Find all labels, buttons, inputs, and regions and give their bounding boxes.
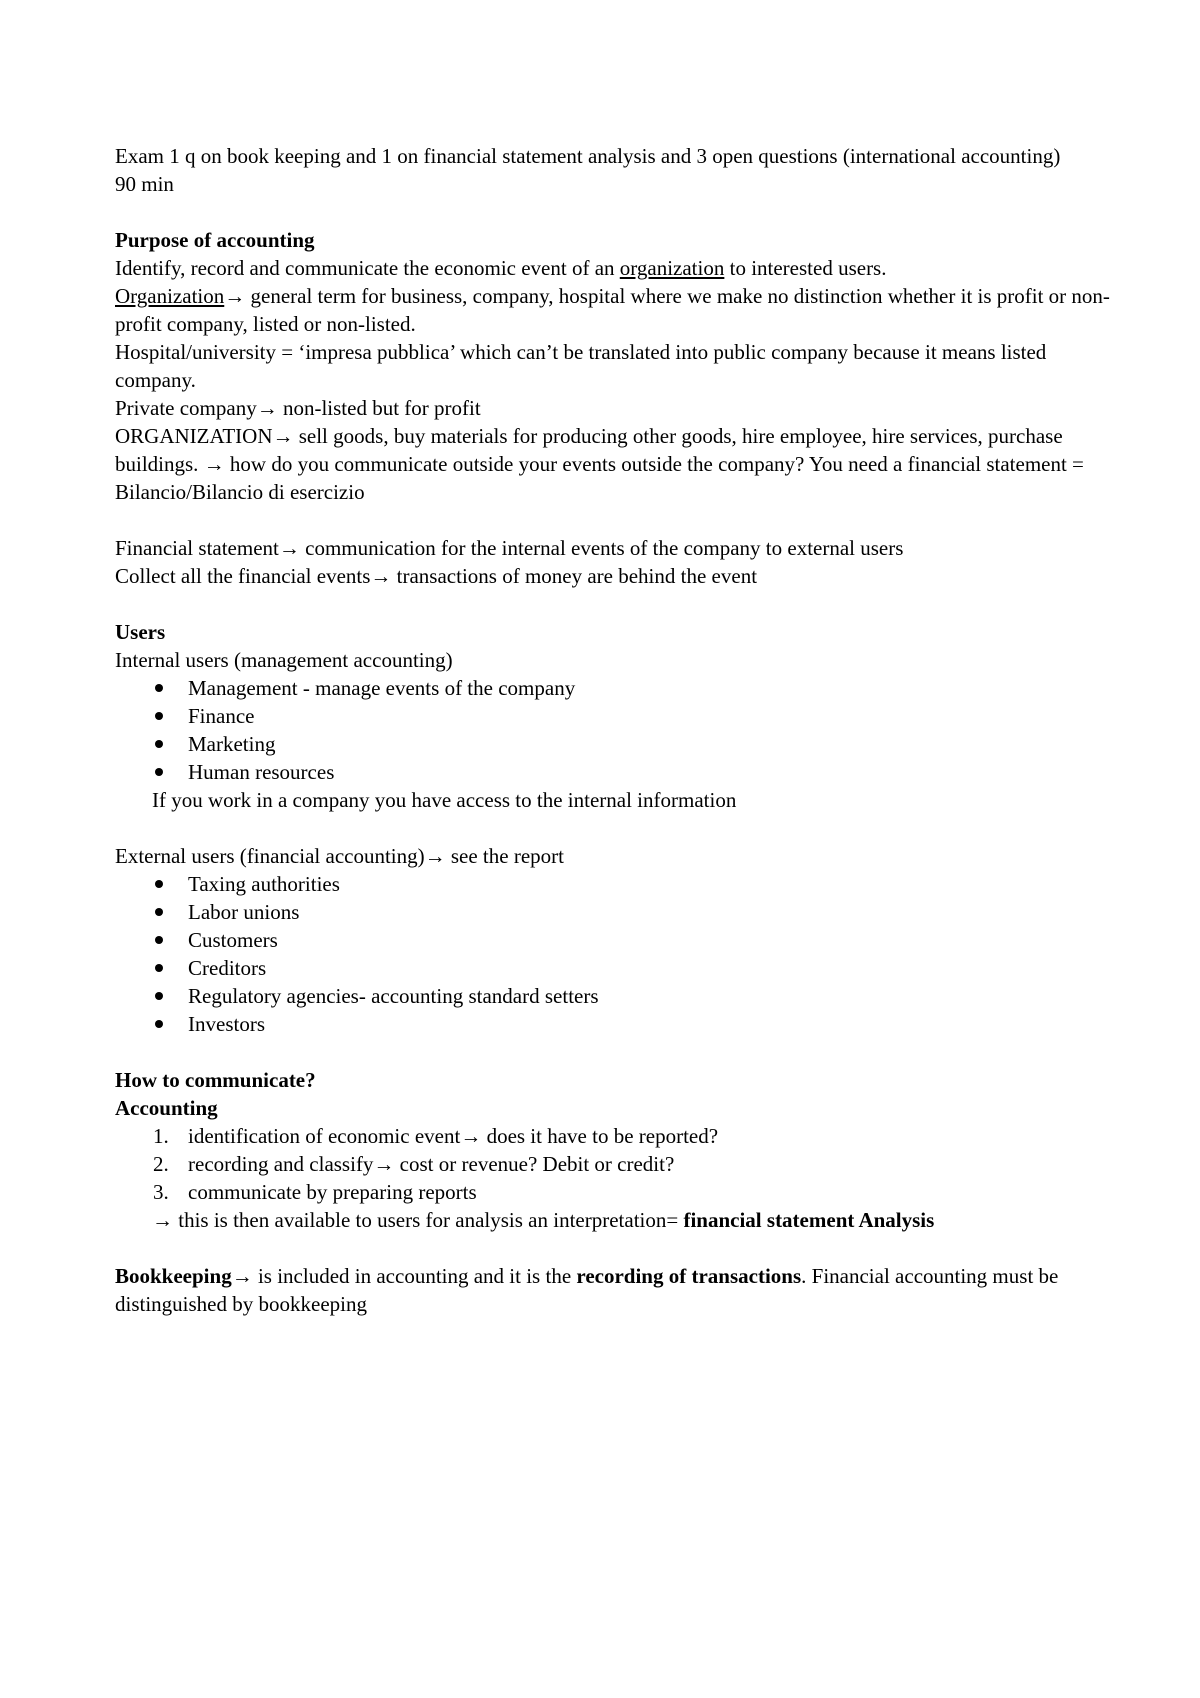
list-item: Finance [115,702,1115,730]
accounting-heading: Accounting [115,1096,218,1120]
list-item: Taxing authorities [115,870,1115,898]
purpose-paragraph-1: Identify, record and communicate the economic event of an organization to interested users. [115,256,887,280]
intro-duration: 90 min [115,172,174,196]
internal-users-title: Internal users (management accounting) [115,648,453,672]
external-users-title: External users (financial accounting)→ see the report [115,844,564,868]
intro-line: Exam 1 q on book keeping and 1 on financial statement analysis and 3 open questions (international accounting) [115,144,1061,168]
users-heading: Users [115,620,166,644]
list-item: Management - manage events of the company [115,674,1115,702]
internal-users-list [115,674,1115,786]
list-item: Regulatory agencies- accounting standard setters [115,982,1115,1010]
analysis-note: → this is then available to users for analysis an interpretation= financial statement Analysis [152,1208,935,1232]
purpose-paragraph-5: ORGANIZATION→ sell goods, buy materials for producing other goods, hire employee, hire services, purchase buildings. → how do you communicate outside your events outside the company? You need a financial statement = Bilancio/Bilancio di esercizio [115,424,1084,504]
financial-statement-line: Financial statement→ communication for the internal events of the company to external users [115,536,904,560]
accounting-steps-list [115,1122,1115,1206]
communicate-heading: How to communicate? [115,1068,316,1092]
list-item: Investors [115,1010,1115,1038]
list-item: 2. recording and classify→ cost or revenue? Debit or credit? [153,1152,675,1176]
list-item: 1. identification of economic event→ does it have to be reported? [153,1124,719,1148]
list-item: Creditors [115,954,1115,982]
purpose-paragraph-4: Private company→ non-listed but for profit [115,396,481,420]
purpose-paragraph-3: Hospital/university = ‘impresa pubblica’ which can’t be translated into public company because it means listed company. [115,340,1047,392]
list-item: 3. communicate by preparing reports [153,1180,477,1204]
purpose-heading: Purpose of accounting [115,228,315,252]
list-item: Customers [115,926,1115,954]
document-body [115,142,1115,1318]
purpose-paragraph-2: Organization→ general term for business, company, hospital where we make no distinction whether it is profit or non-profit company, listed or non-listed. [115,284,1110,336]
list-item: Labor unions [115,898,1115,926]
list-item: Human resources [115,758,1115,786]
internal-users-note: If you work in a company you have access to the internal information [152,788,737,812]
financial-events-line: Collect all the financial events→ transactions of money are behind the event [115,564,758,588]
bookkeeping-paragraph: Bookkeeping→ is included in accounting and it is the recording of transactions. Financial accounting must be distinguished by bookkeeping [115,1264,1059,1316]
external-users-list [115,870,1115,1038]
list-item: Marketing [115,730,1115,758]
